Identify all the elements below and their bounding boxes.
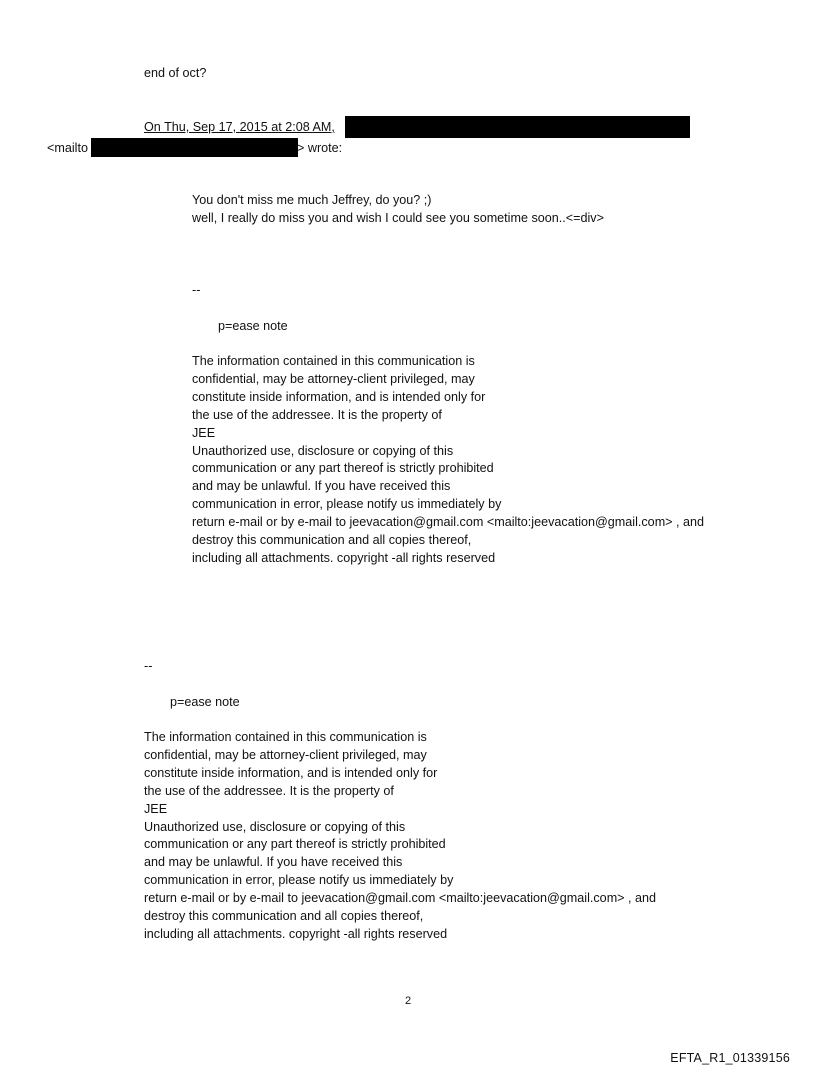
notice-line: communication in error, please notify us immediately by [144,873,454,888]
notice-line: including all attachments. copyright -all rights reserved [192,550,496,565]
notice-line: destroy this communication and all copies thereof, [144,909,424,924]
notice-line: Unauthorized use, disclosure or copying of this [192,443,454,458]
confidentiality-notice [192,353,704,568]
notice-line: The information contained in this communication is [192,354,475,368]
notice-line: constitute inside information, and is intended only for [192,389,486,404]
quote-header-date: On Thu, Sep 17, 2015 at 2:08 AM, [144,120,335,134]
redaction-bar-sender-name [345,116,690,138]
notice-line: communication or any part thereof is strictly prohibited [192,461,494,476]
notice-line: destroy this communication and all copies thereof, [192,533,472,548]
notice-line: and may be unlawful. If you have received this [144,855,403,870]
note-heading: p=ease note [170,695,240,709]
notice-line: Unauthorized use, disclosure or copying of this [144,819,406,834]
redaction-bar-sender-email [91,138,298,157]
confidentiality-notice [144,729,656,944]
quote-header-wrote: > wrote: [297,141,343,155]
document-id: EFTA_R1_01339156 [670,1051,790,1065]
notice-line: confidential, may be attorney-client privileged, may [144,747,427,762]
notice-line: the use of the addressee. It is the property of [144,783,394,798]
notice-line: The information contained in this communication is [144,730,427,744]
notice-line: communication or any part thereof is strictly prohibited [144,837,446,852]
notice-line: the use of the addressee. It is the property of [192,407,442,422]
quoted-message-line: well, I really do miss you and wish I could see you sometime soon..<=div> [192,211,604,225]
quoted-message-line: You don't miss me much Jeffrey, do you? ;) [192,193,432,207]
signature-separator: -- [192,283,201,297]
notice-line: JEE [144,801,168,816]
quote-header-mailto: <mailto [47,141,88,155]
notice-line: and may be unlawful. If you have received this [192,479,451,494]
notice-line: JEE [192,425,216,440]
notice-line: constitute inside information, and is intended only for [144,765,438,780]
notice-line: communication in error, please notify us immediately by [192,497,502,512]
notice-line: return e-mail or by e-mail to jeevacation@gmail.com <mailto:jeevacation@gmail.com> , and [144,891,657,906]
signature-separator: -- [144,659,153,673]
reply-text: end of oct? [144,66,207,80]
notice-line: return e-mail or by e-mail to jeevacation@gmail.com <mailto:jeevacation@gmail.com> , and [192,515,705,530]
page-number: 2 [404,995,412,1007]
note-heading: p=ease note [218,319,288,333]
notice-line: confidential, may be attorney-client privileged, may [192,371,475,386]
notice-line: including all attachments. copyright -all rights reserved [144,926,448,941]
